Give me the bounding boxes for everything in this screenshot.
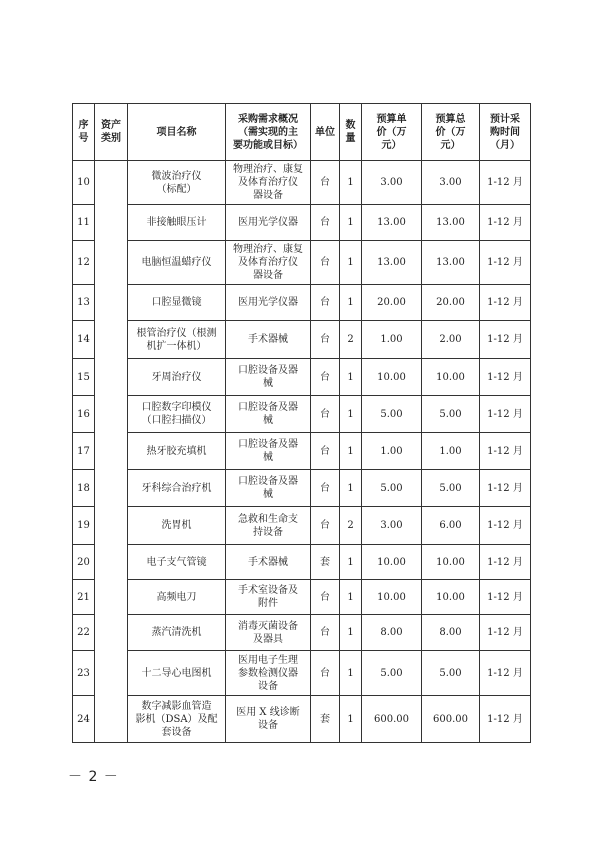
cell-time: 1-12 月 (480, 615, 531, 651)
cell-total: 600.00 (422, 696, 480, 743)
table-row (73, 651, 531, 696)
cell-seq: 17 (73, 433, 95, 470)
header-requirement: 采购需求概况 （需实现的主 要功能或目标） (226, 104, 311, 161)
cell-seq: 24 (73, 696, 95, 743)
cell-unit-price: 10.00 (362, 359, 422, 396)
cell-requirement: 手术室设备及 附件 (226, 580, 311, 615)
cell-requirement: 口腔设备及器 械 (226, 359, 311, 396)
cell-qty: 1 (340, 470, 362, 507)
cell-total: 1.00 (422, 433, 480, 470)
cell-total: 10.00 (422, 545, 480, 580)
cell-qty: 2 (340, 507, 362, 545)
cell-seq: 12 (73, 241, 95, 285)
header-unit: 单位 (311, 104, 340, 161)
cell-category (95, 161, 128, 743)
cell-unit-price: 10.00 (362, 545, 422, 580)
cell-unit-price: 1.00 (362, 321, 422, 359)
cell-time: 1-12 月 (480, 433, 531, 470)
cell-time: 1-12 月 (480, 507, 531, 545)
cell-seq: 19 (73, 507, 95, 545)
cell-requirement: 口腔设备及器 械 (226, 396, 311, 433)
cell-unit: 台 (311, 241, 340, 285)
cell-name: 热牙胶充填机 (128, 433, 226, 470)
cell-name: 牙周治疗仪 (128, 359, 226, 396)
cell-time: 1-12 月 (480, 161, 531, 205)
cell-total: 10.00 (422, 580, 480, 615)
cell-name: 非接触眼压计 (128, 205, 226, 241)
cell-time: 1-12 月 (480, 285, 531, 321)
cell-requirement: 口腔设备及器 械 (226, 433, 311, 470)
cell-seq: 22 (73, 615, 95, 651)
cell-requirement: 急救和生命支 持设备 (226, 507, 311, 545)
cell-name: 根管治疗仪（根测 机扩一体机） (128, 321, 226, 359)
table-row (73, 359, 531, 396)
cell-qty: 1 (340, 433, 362, 470)
cell-name: 牙科综合治疗机 (128, 470, 226, 507)
cell-seq: 21 (73, 580, 95, 615)
cell-time: 1-12 月 (480, 580, 531, 615)
table-row (73, 507, 531, 545)
cell-name: 口腔显微镜 (128, 285, 226, 321)
table-row (73, 321, 531, 359)
cell-name: 微波治疗仪 （标配） (128, 161, 226, 205)
cell-requirement: 手术器械 (226, 321, 311, 359)
cell-qty: 1 (340, 696, 362, 743)
cell-total: 13.00 (422, 241, 480, 285)
cell-name: 高频电刀 (128, 580, 226, 615)
cell-unit: 台 (311, 580, 340, 615)
cell-unit: 台 (311, 470, 340, 507)
cell-seq: 13 (73, 285, 95, 321)
cell-unit-price: 20.00 (362, 285, 422, 321)
cell-unit: 台 (311, 205, 340, 241)
cell-seq: 18 (73, 470, 95, 507)
cell-unit: 台 (311, 359, 340, 396)
cell-unit-price: 10.00 (362, 580, 422, 615)
cell-time: 1-12 月 (480, 545, 531, 580)
cell-requirement: 口腔设备及器 械 (226, 470, 311, 507)
cell-unit: 台 (311, 433, 340, 470)
cell-unit-price: 5.00 (362, 470, 422, 507)
cell-name: 电脑恒温蜡疗仪 (128, 241, 226, 285)
cell-time: 1-12 月 (480, 651, 531, 696)
cell-qty: 1 (340, 205, 362, 241)
cell-seq: 15 (73, 359, 95, 396)
cell-seq: 20 (73, 545, 95, 580)
cell-total: 5.00 (422, 470, 480, 507)
cell-seq: 16 (73, 396, 95, 433)
table-row (73, 433, 531, 470)
cell-unit-price: 13.00 (362, 241, 422, 285)
cell-unit-price: 3.00 (362, 507, 422, 545)
cell-qty: 2 (340, 321, 362, 359)
cell-time: 1-12 月 (480, 696, 531, 743)
cell-unit: 套 (311, 696, 340, 743)
table-row (73, 205, 531, 241)
page-number: － 2 － (68, 769, 119, 785)
cell-unit: 台 (311, 651, 340, 696)
cell-seq: 14 (73, 321, 95, 359)
cell-seq: 11 (73, 205, 95, 241)
cell-unit-price: 13.00 (362, 205, 422, 241)
table-body (73, 161, 531, 743)
cell-qty: 1 (340, 651, 362, 696)
cell-qty: 1 (340, 615, 362, 651)
cell-time: 1-12 月 (480, 359, 531, 396)
cell-unit: 套 (311, 545, 340, 580)
cell-total: 6.00 (422, 507, 480, 545)
cell-total: 8.00 (422, 615, 480, 651)
cell-seq: 10 (73, 161, 95, 205)
cell-name: 蒸汽清洗机 (128, 615, 226, 651)
cell-qty: 1 (340, 580, 362, 615)
header-category: 资产 类别 (95, 104, 128, 161)
cell-time: 1-12 月 (480, 205, 531, 241)
cell-requirement: 手术器械 (226, 545, 311, 580)
cell-qty: 1 (340, 359, 362, 396)
cell-unit: 台 (311, 507, 340, 545)
table-row (73, 696, 531, 743)
cell-time: 1-12 月 (480, 470, 531, 507)
cell-unit-price: 600.00 (362, 696, 422, 743)
table-row (73, 545, 531, 580)
cell-total: 2.00 (422, 321, 480, 359)
cell-name: 洗胃机 (128, 507, 226, 545)
cell-requirement: 医用光学仪器 (226, 285, 311, 321)
cell-total: 5.00 (422, 651, 480, 696)
cell-unit: 台 (311, 396, 340, 433)
cell-requirement: 医用电子生理 参数检测仪器 设备 (226, 651, 311, 696)
cell-qty: 1 (340, 161, 362, 205)
cell-requirement: 消毒灭菌设备 及器具 (226, 615, 311, 651)
cell-unit-price: 5.00 (362, 651, 422, 696)
header-qty: 数 量 (340, 104, 362, 161)
cell-name: 十二导心电图机 (128, 651, 226, 696)
cell-name: 电子支气管镜 (128, 545, 226, 580)
cell-name: 数字减影血管造 影机（DSA）及配 套设备 (128, 696, 226, 743)
cell-qty: 1 (340, 285, 362, 321)
cell-unit: 台 (311, 321, 340, 359)
table-row (73, 396, 531, 433)
cell-total: 20.00 (422, 285, 480, 321)
table-header-row (73, 104, 531, 161)
cell-unit: 台 (311, 161, 340, 205)
cell-time: 1-12 月 (480, 241, 531, 285)
cell-total: 13.00 (422, 205, 480, 241)
cell-unit-price: 5.00 (362, 396, 422, 433)
table-row (73, 161, 531, 205)
cell-requirement: 医用光学仪器 (226, 205, 311, 241)
cell-time: 1-12 月 (480, 396, 531, 433)
header-seq: 序 号 (73, 104, 95, 161)
cell-unit-price: 8.00 (362, 615, 422, 651)
table-row (73, 470, 531, 507)
cell-unit-price: 3.00 (362, 161, 422, 205)
cell-seq: 23 (73, 651, 95, 696)
cell-requirement: 医用 X 线诊断 设备 (226, 696, 311, 743)
cell-qty: 1 (340, 545, 362, 580)
cell-unit: 台 (311, 615, 340, 651)
header-unit-price: 预算单 价（万 元） (362, 104, 422, 161)
cell-total: 10.00 (422, 359, 480, 396)
cell-name: 口腔数字印模仪 （口腔扫描仪） (128, 396, 226, 433)
header-name: 项目名称 (128, 104, 226, 161)
header-time: 预计采 购时间 （月） (480, 104, 531, 161)
cell-unit: 台 (311, 285, 340, 321)
cell-time: 1-12 月 (480, 321, 531, 359)
cell-total: 3.00 (422, 161, 480, 205)
table-row (73, 615, 531, 651)
cell-unit-price: 1.00 (362, 433, 422, 470)
cell-qty: 1 (340, 396, 362, 433)
cell-requirement: 物理治疗、康复 及体育治疗仪 器设备 (226, 241, 311, 285)
table-row (73, 285, 531, 321)
cell-qty: 1 (340, 241, 362, 285)
table-row (73, 241, 531, 285)
cell-total: 5.00 (422, 396, 480, 433)
cell-requirement: 物理治疗、康复 及体育治疗仪 器设备 (226, 161, 311, 205)
procurement-table (72, 103, 531, 743)
table-row (73, 580, 531, 615)
header-total: 预算总 价（万 元） (422, 104, 480, 161)
